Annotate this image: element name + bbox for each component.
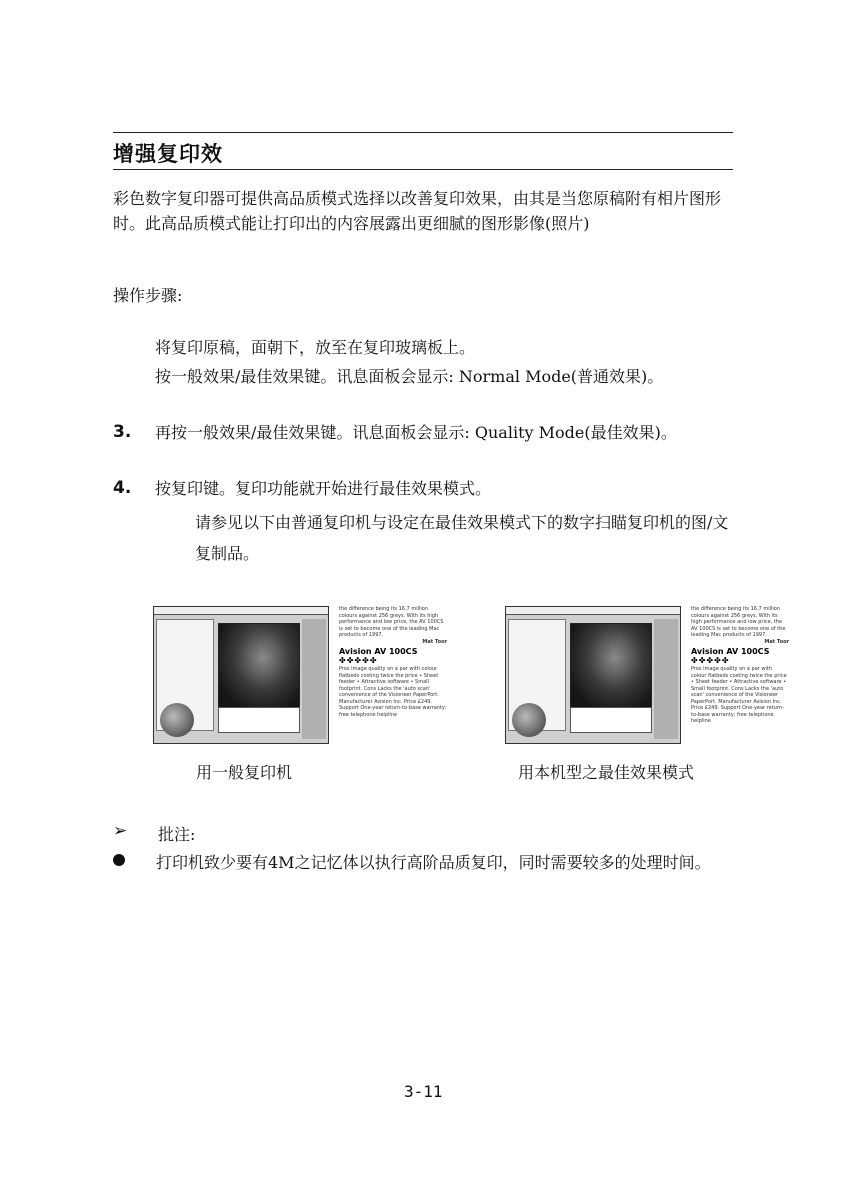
note-label: 批注: (158, 825, 196, 844)
magazine-heading: Avision AV 100CS (339, 647, 418, 656)
step-text: 再按一般效果/最佳效果键。讯息面板会显示: Quality Mode(最佳效果)。 (155, 423, 677, 442)
magazine-heading: Avision AV 100CS (691, 647, 770, 656)
page-number: 3-11 (404, 1082, 443, 1101)
magazine-author: Mat Toor (764, 638, 789, 645)
reference-text: 请参见以下由普通复印机与设定在最佳效果模式下的数字扫瞄复印机的图/文复制品。 (195, 513, 729, 563)
magazine-text (339, 606, 447, 751)
rating-stars: ✤✤✤✤✤ (339, 655, 378, 665)
figure-caption-right: 用本机型之最佳效果模式 (518, 763, 695, 782)
preview-blank-area (570, 707, 652, 733)
preview-photo (570, 623, 652, 709)
gray-background (302, 619, 326, 739)
rating-stars: ✤✤✤✤✤ (691, 655, 730, 665)
step-number: 4. (113, 478, 132, 498)
round-bullet-icon (113, 854, 125, 866)
preview-photo (218, 623, 300, 709)
step-text: 按复印键。复印功能就开始进行最佳效果模式。 (155, 479, 492, 498)
step-text: 按一般效果/最佳效果键。讯息面板会显示: Normal Mode(普通效果)。 (155, 367, 664, 386)
color-dial (160, 703, 194, 737)
color-dial (512, 703, 546, 737)
scanner-screenshot (153, 606, 329, 744)
figure-caption-left: 用一般复印机 (196, 763, 293, 782)
scanner-screenshot (505, 606, 681, 744)
menu-bar (154, 607, 328, 615)
arrow-bullet-icon: ➢ (113, 821, 128, 841)
intro-paragraph: 彩色数字复印器可提供高品质模式选择以改善复印效果，由其是当您原稿附有相片图形时。此高品质模式能让打印出的内容展露出更细腻的图形影像(照片) (113, 189, 722, 233)
magazine-author: Mat Toor (422, 638, 447, 645)
section-header (113, 132, 733, 170)
preview-blank-area (218, 707, 300, 733)
magazine-body: the difference being its 16.7 million colours against 256 greys. With its high performance and low price, the AV 100CS is set to become one of the leading Mac products of 1997. (339, 606, 444, 638)
step-number: 3. (113, 422, 132, 442)
magazine-details: Pros Image quality on a par with colour flatbeds costing twice the price • Sheet feeder • Attractive software • Small footprint. Cons Lacks the 'auto scan' convenience of the Visioneer PaperPort. Manufacturer Avision Inc. Price £249. Support One-year return-to-base warranty; free telephone helpline (339, 666, 447, 718)
steps-label: 操作步骤: (113, 286, 183, 305)
figure-quality-copy (505, 606, 791, 751)
magazine-details: Pros Image quality on a par with colour flatbeds costing twice the price • Sheet feeder • Attractive software • Small footprint. Cons Lacks the 'auto scan' convenience of the Visioneer PaperPort. Manufacturer Avision Inc. Price £249. Support One-year return-to-base warranty; free telephone helpline (691, 666, 787, 724)
magazine-text (691, 606, 789, 751)
note-text: 打印机致少要有4M之记忆体以执行高阶品质复印，同时需要较多的处理时间。 (156, 853, 711, 872)
menu-bar (506, 607, 680, 615)
gray-background (654, 619, 678, 739)
magazine-body: the difference being its 16.7 million colours against 256 greys. With its high performance and low price, the AV 100CS is set to become one of the leading Mac products of 1997. (691, 606, 786, 638)
step-text: 将复印原稿，面朝下，放至在复印玻璃板上。 (155, 338, 476, 357)
section-title: 增强复印效 (113, 142, 223, 166)
figure-normal-copy (153, 606, 449, 751)
